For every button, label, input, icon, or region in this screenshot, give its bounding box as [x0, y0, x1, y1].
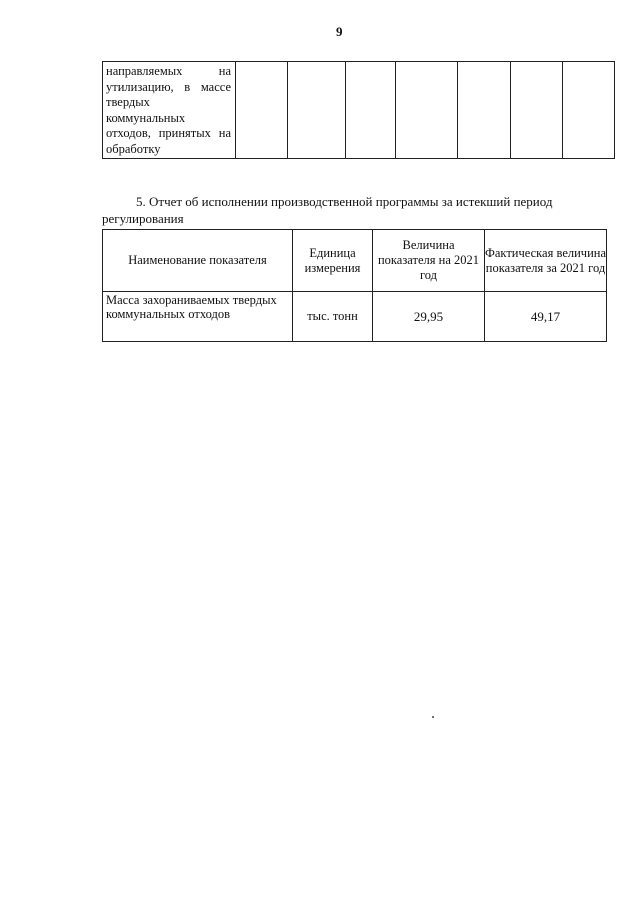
table-row: [103, 292, 607, 342]
page-number: 9: [336, 24, 343, 39]
row-planned-value: 29,95: [373, 292, 485, 342]
scan-speck: [432, 716, 434, 718]
table-cell: [396, 62, 458, 159]
table-header-row: [103, 230, 607, 292]
header-indicator-name: Наименование показателя: [103, 230, 293, 292]
table-cell: [563, 62, 615, 159]
row-indicator-name: Масса захораниваемых твердых коммунальных отходов: [103, 292, 293, 342]
program-report-table: [102, 229, 607, 342]
table-cell: [346, 62, 396, 159]
header-planned: Величина показателя на 2021 год: [373, 230, 485, 292]
indicator-label: направляемых на утилизацию, в массе твердых коммунальных отходов, принятых на обработку: [103, 62, 236, 159]
indicators-table-continuation: [102, 61, 615, 159]
section-title: 5. Отчет об исполнении производственной программы за истекший период регулирования: [102, 194, 553, 226]
header-unit: Единица измерения: [293, 230, 373, 292]
header-actual: Фактическая величина показателя за 2021 год: [485, 230, 607, 292]
row-unit: тыс. тонн: [293, 292, 373, 342]
table-cell: [511, 62, 563, 159]
table-cell: [458, 62, 511, 159]
table-cell: [236, 62, 288, 159]
table-row: [103, 62, 615, 159]
table-cell: [288, 62, 346, 159]
row-actual-value: 49,17: [485, 292, 607, 342]
